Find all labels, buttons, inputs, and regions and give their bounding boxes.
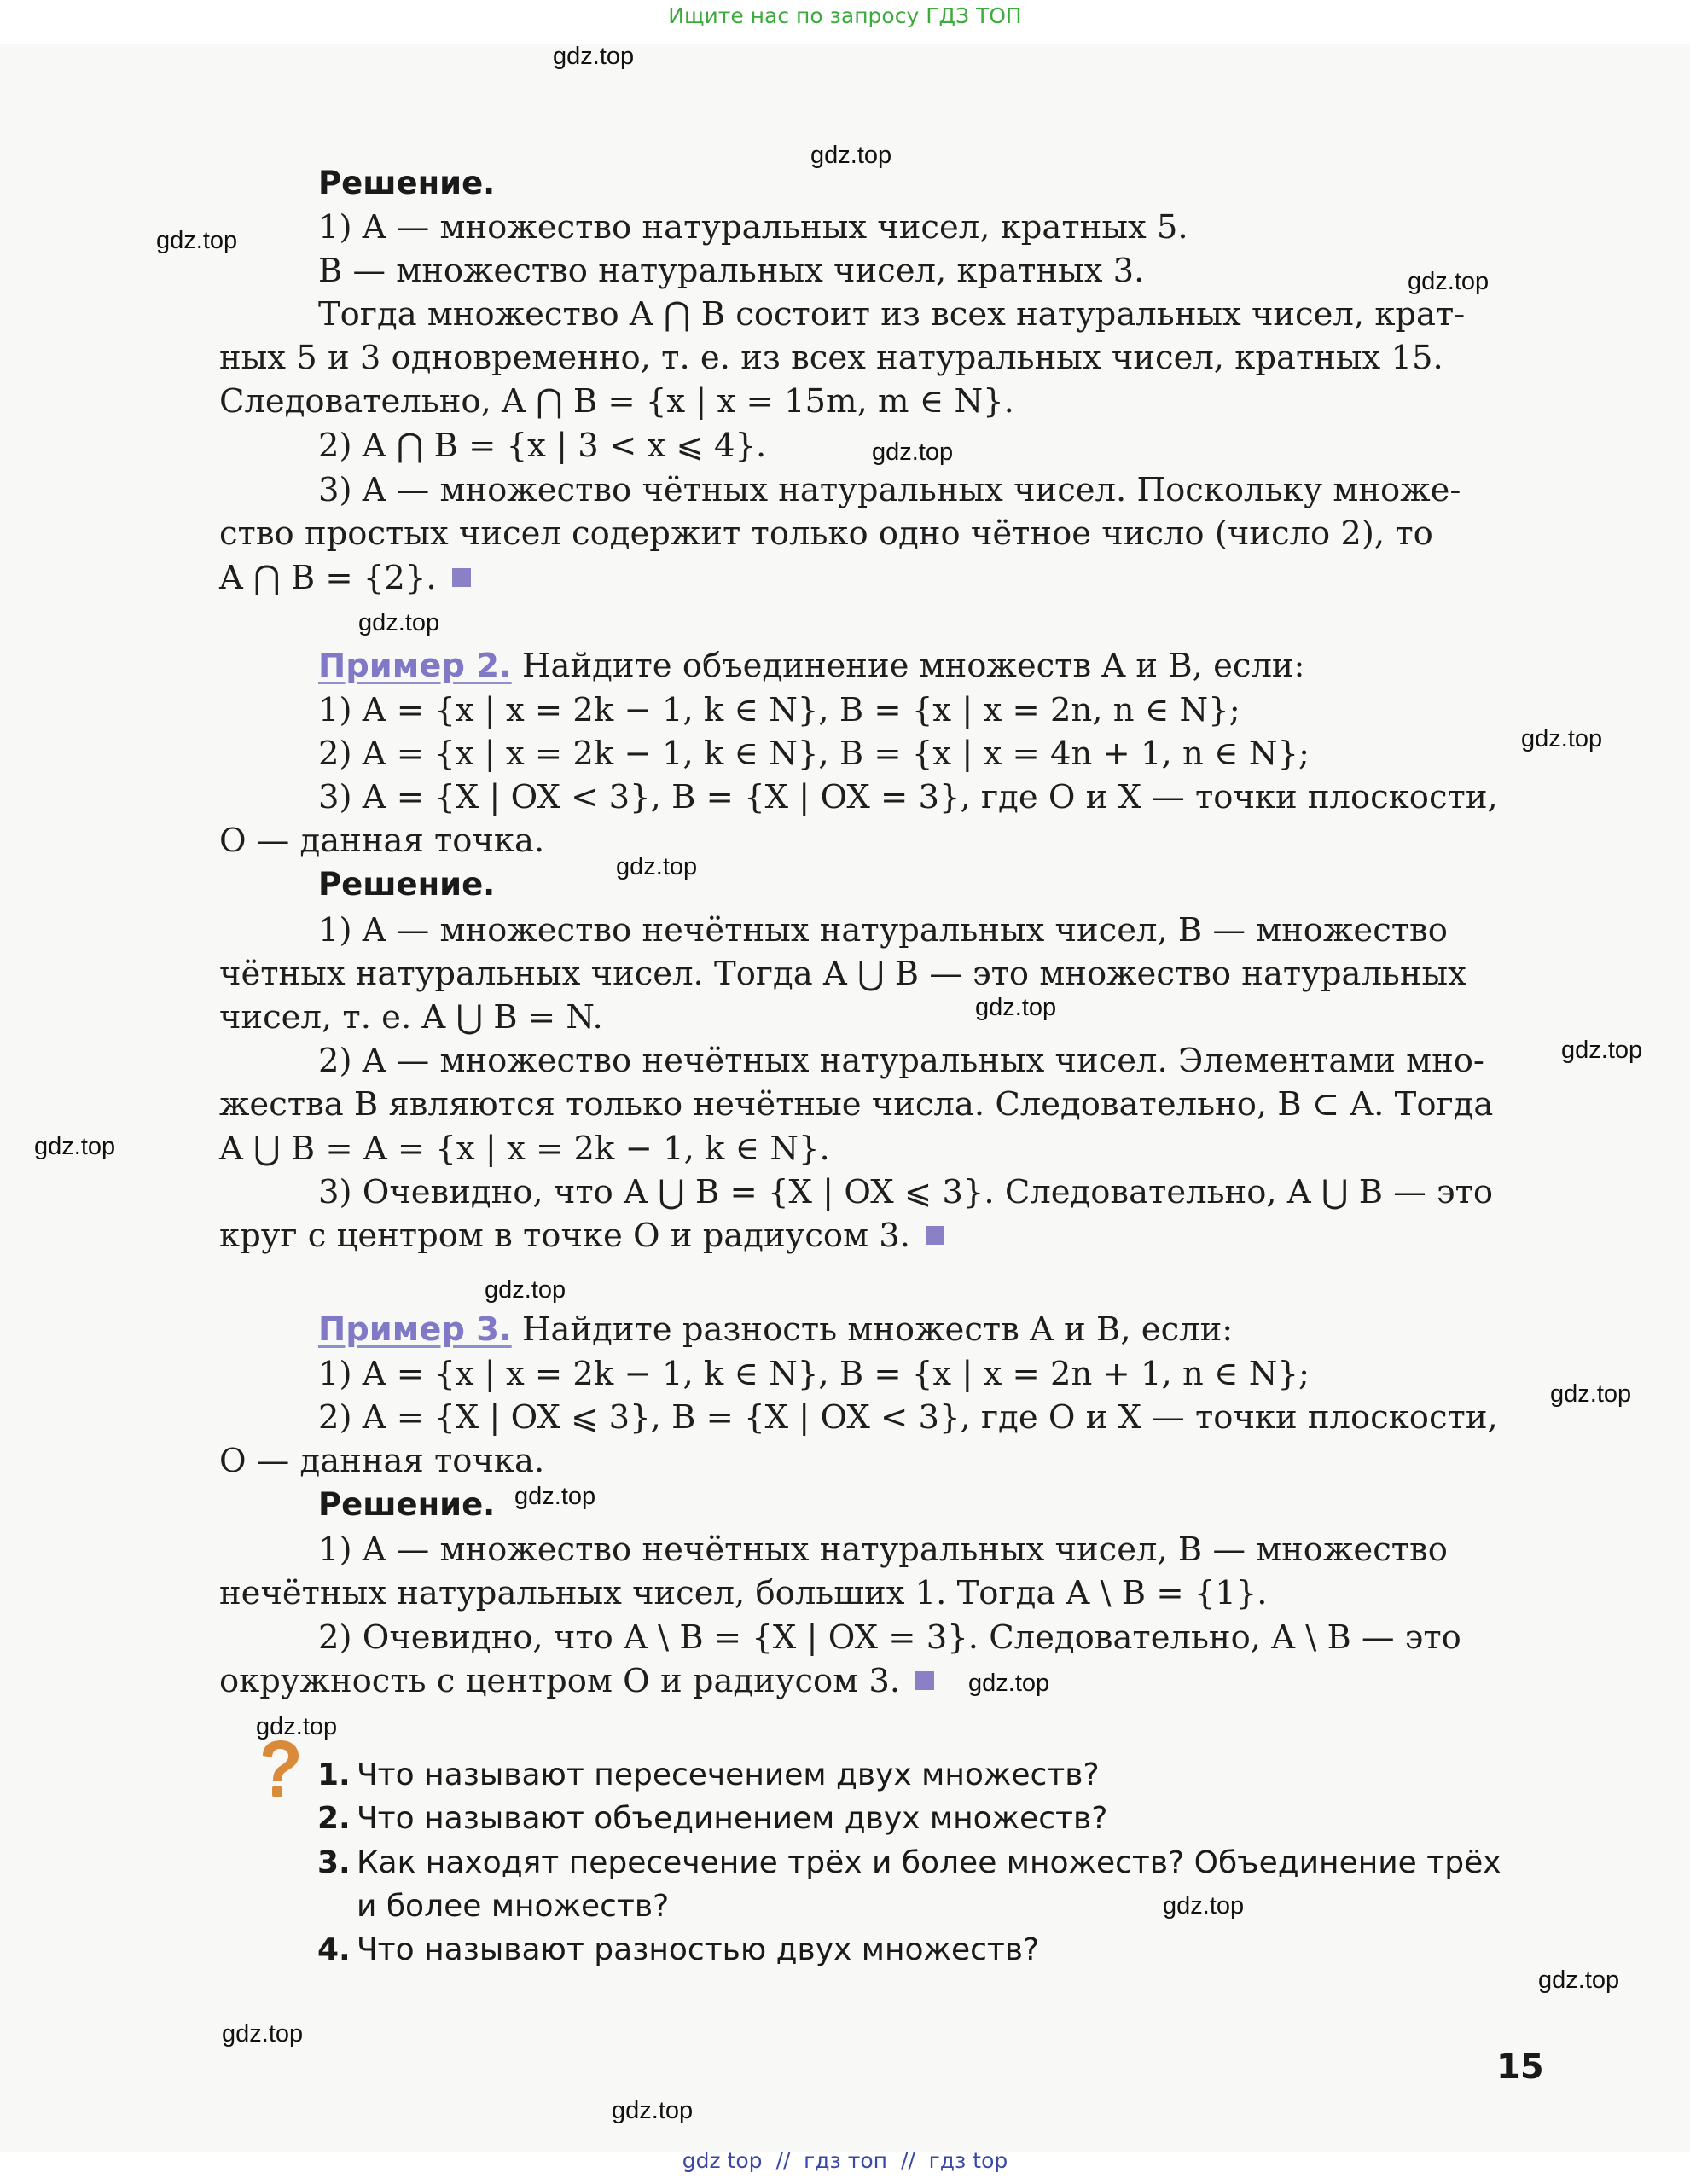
text-line: Следовательно, A ⋂ B = {x | x = 15m, m ∈ N}. [219,382,1014,421]
text-line: B — множество натуральных чисел, кратных 3. [318,252,1145,290]
watermark: gdz.top [553,43,635,70]
text-line: нечётных натуральных чисел, больших 1. Тогда A \ B = {1}. [219,1574,1268,1612]
text-line: ных 5 и 3 одновременно, т. е. из всех натуральных чисел, кратных 15. [219,339,1443,377]
example-3-label: Пример 3. [318,1310,512,1349]
text-line: 2) Очевидно, что A \ B = {X | OX = 3}. Следовательно, A \ B — это [318,1618,1461,1657]
question-mark-icon [256,1739,302,1800]
watermark: gdz.top [256,1713,338,1740]
text-line: ство простых чисел содержит только одно чётное число (число 2), то [219,514,1433,553]
question-text-continued: и более множеств? [357,1889,670,1924]
page-number: 15 [1496,2048,1544,2087]
text-line: 3) A = {X | OX < 3}, B = {X | OX = 3}, где O и X — точки плоскости, [318,778,1498,816]
example-2-text: Найдите объединение множеств A и B, если: [511,647,1305,685]
question-number: 3. [317,1845,351,1880]
watermark: gdz.top [612,2097,694,2124]
text-line: Тогда множество A ⋂ B состоит из всех натуральных чисел, крат- [318,295,1466,334]
end-of-solution-square-icon [915,1671,934,1690]
watermark: gdz.top [1561,1037,1643,1064]
watermark: gdz.top [616,853,698,880]
text-line: 1) A = {x | x = 2k − 1, k ∈ N}, B = {x | x = 2n + 1, n ∈ N}; [318,1355,1310,1393]
text-line: 1) A — множество нечётных натуральных чисел, B — множество [318,1531,1448,1569]
question-number: 4. [317,1932,351,1967]
top-banner[interactable]: Ищите нас по запросу ГДЗ ТОП [668,3,1022,28]
watermark: gdz.top [1521,725,1603,752]
question-text: Как находят пересечение трёх и более множеств? Объединение трёх [357,1845,1501,1880]
question-number: 2. [317,1801,351,1836]
text-line: 2) A = {x | x = 2k − 1, k ∈ N}, B = {x | x = 4n + 1, n ∈ N}; [318,735,1310,773]
example-3-title [318,1310,1234,1349]
watermark: gdz.top [156,227,238,254]
watermark: gdz.top [810,142,892,169]
solution-heading: Решение. [318,866,496,903]
solution-heading: Решение. [318,1486,496,1523]
text-line: A ⋃ B = A = {x | x = 2k − 1, k ∈ N}. [219,1130,830,1168]
watermark: gdz.top [968,1670,1050,1697]
text-span: круг с центром в точке O и радиусом 3. [219,1217,910,1255]
text-line: O — данная точка. [219,822,545,860]
watermark: gdz.top [1163,1892,1245,1920]
text-line: 2) A = {X | OX ⩽ 3}, B = {X | OX < 3}, где O и X — точки плоскости, [318,1398,1498,1437]
text-line [219,1662,934,1700]
text-line: чисел, т. е. A ⋃ B = N. [219,998,603,1037]
end-of-solution-square-icon [926,1226,944,1245]
watermark: gdz.top [1408,268,1490,295]
watermark: gdz.top [358,609,440,636]
text-line: 3) A — множество чётных натуральных чисел. Поскольку множе- [318,471,1461,509]
watermark: gdz.top [975,994,1057,1021]
question-text: Что называют пересечением двух множеств? [357,1757,1100,1792]
question-text: Что называют объединением двух множеств? [357,1801,1108,1836]
text-line: 1) A = {x | x = 2k − 1, k ∈ N}, B = {x | x = 2n, n ∈ N}; [318,691,1240,729]
bottom-banner[interactable]: gdz top // гдз топ // гдз top [682,2148,1008,2173]
text-line: жества B являются только нечётные числа. Следовательно, B ⊂ A. Тогда [219,1085,1494,1124]
text-line [219,559,471,597]
watermark: gdz.top [514,1483,596,1510]
text-span: A ⋂ B = {2}. [219,559,437,597]
watermark: gdz.top [34,1133,116,1160]
question-text: Что называют разностью двух множеств? [357,1932,1040,1967]
text-line: чётных натуральных чисел. Тогда A ⋃ B — это множество натуральных [219,955,1466,993]
example-3-text: Найдите разность множеств A и B, если: [511,1310,1234,1349]
text-line [219,1217,944,1255]
text-line: 2) A — множество нечётных натуральных чисел. Элементами мно- [318,1042,1484,1080]
watermark: gdz.top [1538,1966,1620,1994]
example-2-title [318,647,1305,685]
solution-heading: Решение. [318,165,496,201]
text-line: 1) A — множество натуральных чисел, кратных 5. [318,208,1188,247]
text-line: O — данная точка. [219,1442,545,1480]
text-line: 2) A ⋂ B = {x | 3 < x ⩽ 4}. [318,427,767,465]
watermark: gdz.top [485,1276,566,1304]
question-number: 1. [317,1757,351,1792]
example-2-label: Пример 2. [318,647,512,685]
watermark: gdz.top [1550,1380,1632,1408]
watermark: gdz.top [222,2020,304,2048]
text-line: 3) Очевидно, что A ⋃ B = {X | OX ⩽ 3}. Следовательно, A ⋃ B — это [318,1173,1494,1211]
end-of-solution-square-icon [452,568,471,587]
text-line: 1) A — множество нечётных натуральных чисел, B — множество [318,911,1448,950]
watermark: gdz.top [872,439,954,466]
text-span: окружность с центром O и радиусом 3. [219,1662,901,1700]
